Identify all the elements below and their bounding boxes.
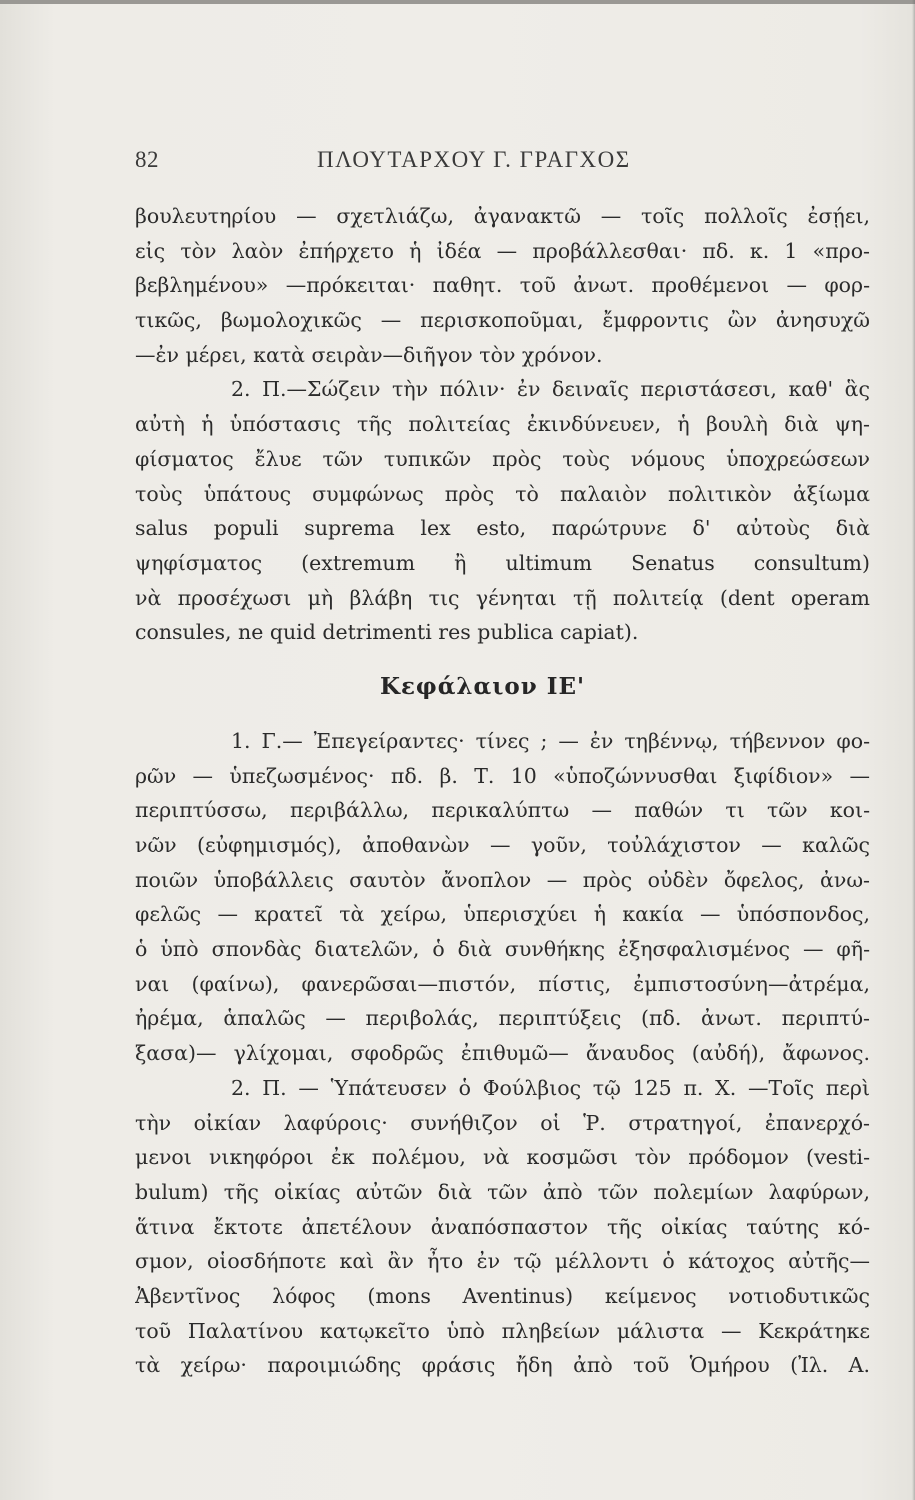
text-line: τὴν οἰκίαν λαφύροις· συνήθιζον οἱ Ῥ. στρατηγοί, ἐπανερχό- bbox=[135, 1110, 870, 1135]
text-line: salus populi suprema lex esto, παρώτρυνε δ' αὐτοὺς διὰ bbox=[135, 516, 870, 541]
page-header bbox=[135, 147, 870, 181]
text-line: ψηφίσματος (extremum ἢ ultimum Senatus consultum) bbox=[135, 550, 870, 575]
text-line: bulum) τῆς οἰκίας αὐτῶν διὰ τῶν ἀπὸ τῶν πολεμίων λαφύρων, bbox=[135, 1179, 870, 1204]
text-line: βεβλημένου» —πρόκειται· παθητ. τοῦ ἀνωτ. προθέμενοι — φορ- bbox=[135, 273, 870, 298]
text-line: βουλευτηρίου — σχετλιάζω, ἀγανακτῶ — τοῖς πολλοῖς ἐσῄει, bbox=[135, 204, 870, 228]
chapter-heading: Κεφάλαιον ΙΕ' bbox=[379, 672, 586, 700]
text-line: περιπτύσσω, περιβάλλω, περικαλύπτω — παθών τι τῶν κοι- bbox=[135, 798, 870, 823]
text-line: σμον, οἱοσδήποτε καὶ ἂν ἦτο ἐν τῷ μέλλοντι ὁ κάτοχος αὐτῆς— bbox=[135, 1249, 870, 1274]
text-line: ἠρέμα, ἁπαλῶς — περιβολάς, περιπτύξεις (πδ. ἀνωτ. περιπτύ- bbox=[135, 1006, 870, 1031]
text-line: ποιῶν ὑποβάλλεις σαυτὸν ἄνοπλον — πρὸς οὐδὲν ὄφελος, ἀνω- bbox=[135, 867, 870, 892]
text-line: αὐτὴ ἡ ὑπόστασις τῆς πολιτείας ἐκινδύνευεν, ἡ βουλὴ διὰ ψη- bbox=[135, 412, 870, 437]
text-line: 1. Γ.— Ἐπεγείραντες· τίνες ; — ἐν τηβέννῳ, τήβεννον φο- bbox=[231, 728, 870, 753]
text-line: ξασα)— γλίχομαι, σφοδρῶς ἐπιθυμῶ— ἄναυδος (αὐδή), ἄφωνος. bbox=[135, 1041, 870, 1066]
text-line: ἅτινα ἔκτοτε ἀπετέλουν ἀναπόσπαστον τῆς οἰκίας ταύτης κό- bbox=[135, 1214, 870, 1239]
page-number: 82 bbox=[135, 147, 159, 172]
page-top-edge bbox=[0, 0, 915, 4]
text-line: ρῶν — ὑπεζωσμένος· πδ. β. Τ. 10 «ὑποζώννυσθαι ξιφίδιον» — bbox=[135, 763, 870, 788]
text-line: μενοι νικηφόροι ἐκ πολέμου, νὰ κοσμῶσι τὸν πρόδομον (vesti- bbox=[135, 1145, 870, 1170]
body-text bbox=[135, 199, 870, 1383]
text-line: 2. Π. — Ὑπάτευσεν ὁ Φούλβιος τῷ 125 π. Χ. —Τοῖς περὶ bbox=[231, 1075, 870, 1100]
text-line: ὁ ὑπὸ σπονδὰς διατελῶν, ὁ διὰ συνθήκης ἐξησφαλισμένος — φῆ- bbox=[135, 937, 870, 962]
text-line: νὰ προσέχωσι μὴ βλάβη τις γένηται τῇ πολιτείᾳ (dent operam bbox=[135, 585, 870, 610]
text-line: —ἐν μέρει, κατὰ σειρὰν—διῆγον τὸν χρόνον. bbox=[135, 342, 603, 367]
text-line: νῶν (εὐφημισμός), ἀποθανὼν — γοῦν, τοὐλάχιστον — καλῶς bbox=[135, 833, 870, 857]
text-line: consules, ne quid detrimenti res publica capiat). bbox=[135, 620, 639, 645]
text-line: 2. Π.—Σώζειν τὴν πόλιν· ἐν δειναῖς περιστάσεσι, καθ' ἃς bbox=[231, 377, 870, 402]
text-line: φίσματος ἔλυε τῶν τυπικῶν πρὸς τοὺς νόμους ὑποχρεώσεων bbox=[135, 446, 870, 471]
text-line: τικῶς, βωμολοχικῶς — περισκοποῦμαι, ἔμφροντις ὢν ἀνησυχῶ bbox=[135, 308, 870, 333]
text-line: φελῶς — κρατεῖ τὰ χείρω, ὑπερισχύει ἡ κακία — ὑπόσπονδος, bbox=[135, 902, 870, 927]
text-line: Ἀβεντῖνος λόφος (mons Aventinus) κείμενος νοτιοδυτικῶς bbox=[135, 1283, 870, 1308]
text-line: ναι (φαίνω), φανερῶσαι—πιστόν, πίστις, ἐμπιστοσύνη—ἀτρέμα, bbox=[135, 971, 870, 996]
running-head: ΠΛΟΥΤΑΡΧΟΥ Γ. ΓΡΑΓΧΟΣ bbox=[317, 147, 631, 172]
text-line: τὰ χείρω· παροιμιώδης φράσις ἤδη ἀπὸ τοῦ Ὁμήρου (Ἰλ. Α. bbox=[135, 1353, 870, 1378]
text-line: τοὺς ὑπάτους συμφώνως πρὸς τὸ παλαιὸν πολιτικὸν ἀξίωμα bbox=[135, 481, 870, 506]
text-line: τοῦ Παλατίνου κατῳκεῖτο ὑπὸ πληβείων μάλιστα — Κεκράτηκε bbox=[135, 1318, 870, 1343]
text-line: εἰς τὸν λαὸν ἐπήρχετο ἡ ἰδέα — προβάλλεσθαι· πδ. κ. 1 «προ- bbox=[135, 238, 870, 263]
